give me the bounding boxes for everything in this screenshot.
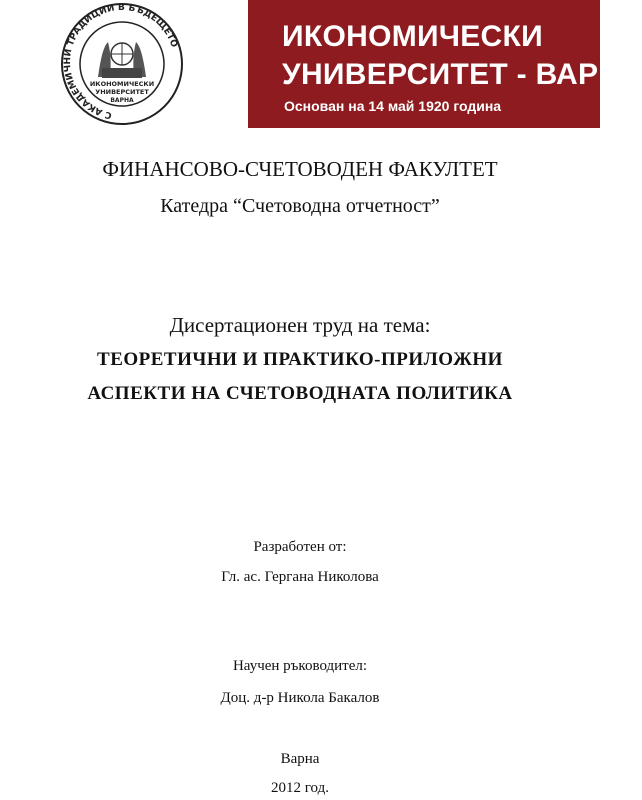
author-label: Разработен от:	[253, 539, 347, 555]
city: Варна	[280, 751, 320, 767]
faculty-name: ФИНАНСОВО-СЧЕТОВОДЕН ФАКУЛТЕТ	[102, 157, 498, 181]
university-seal-logo	[28, 2, 216, 126]
banner-university-city: УНИВЕРСИТЕТ - ВАРНА	[282, 58, 642, 91]
university-header	[0, 0, 642, 128]
banner-university-name: ИКОНОМИЧЕСКИ	[282, 20, 543, 53]
logo-area	[0, 0, 248, 128]
author-name: Гл. ас. Гергана Николова	[221, 569, 379, 585]
thesis-intro: Дисертационен труд на тема:	[169, 313, 431, 337]
svg-text:УНИВЕРСИТЕТ: УНИВЕРСИТЕТ	[95, 88, 149, 96]
supervisor-label: Научен ръководител:	[232, 658, 368, 674]
thesis-title-line-2: АСПЕКТИ НА СЧЕТОВОДНАТА ПОЛИТИКА	[87, 383, 513, 404]
year: 2012 год.	[271, 780, 329, 796]
thesis-title-line-1: ТЕОРЕТИЧНИ И ПРАКТИКО-ПРИЛОЖНИ	[97, 349, 503, 370]
svg-text:ВАРНА: ВАРНА	[110, 97, 134, 104]
university-banner	[248, 0, 642, 128]
svg-text:ИКОНОМИЧЕСКИ: ИКОНОМИЧЕСКИ	[89, 80, 155, 88]
svg-text:С АКАДЕМИЧНИ ТРАДИЦИИ В БЪДЕЩЕ: С АКАДЕМИЧНИ ТРАДИЦИИ В БЪДЕЩЕТО	[62, 2, 179, 120]
supervisor-name: Доц. д-р Никола Бакалов	[220, 690, 380, 706]
department-name: Катедра “Счетоводна отчетност”	[160, 195, 440, 217]
banner-founded: Основан на 14 май 1920 година	[284, 98, 502, 114]
